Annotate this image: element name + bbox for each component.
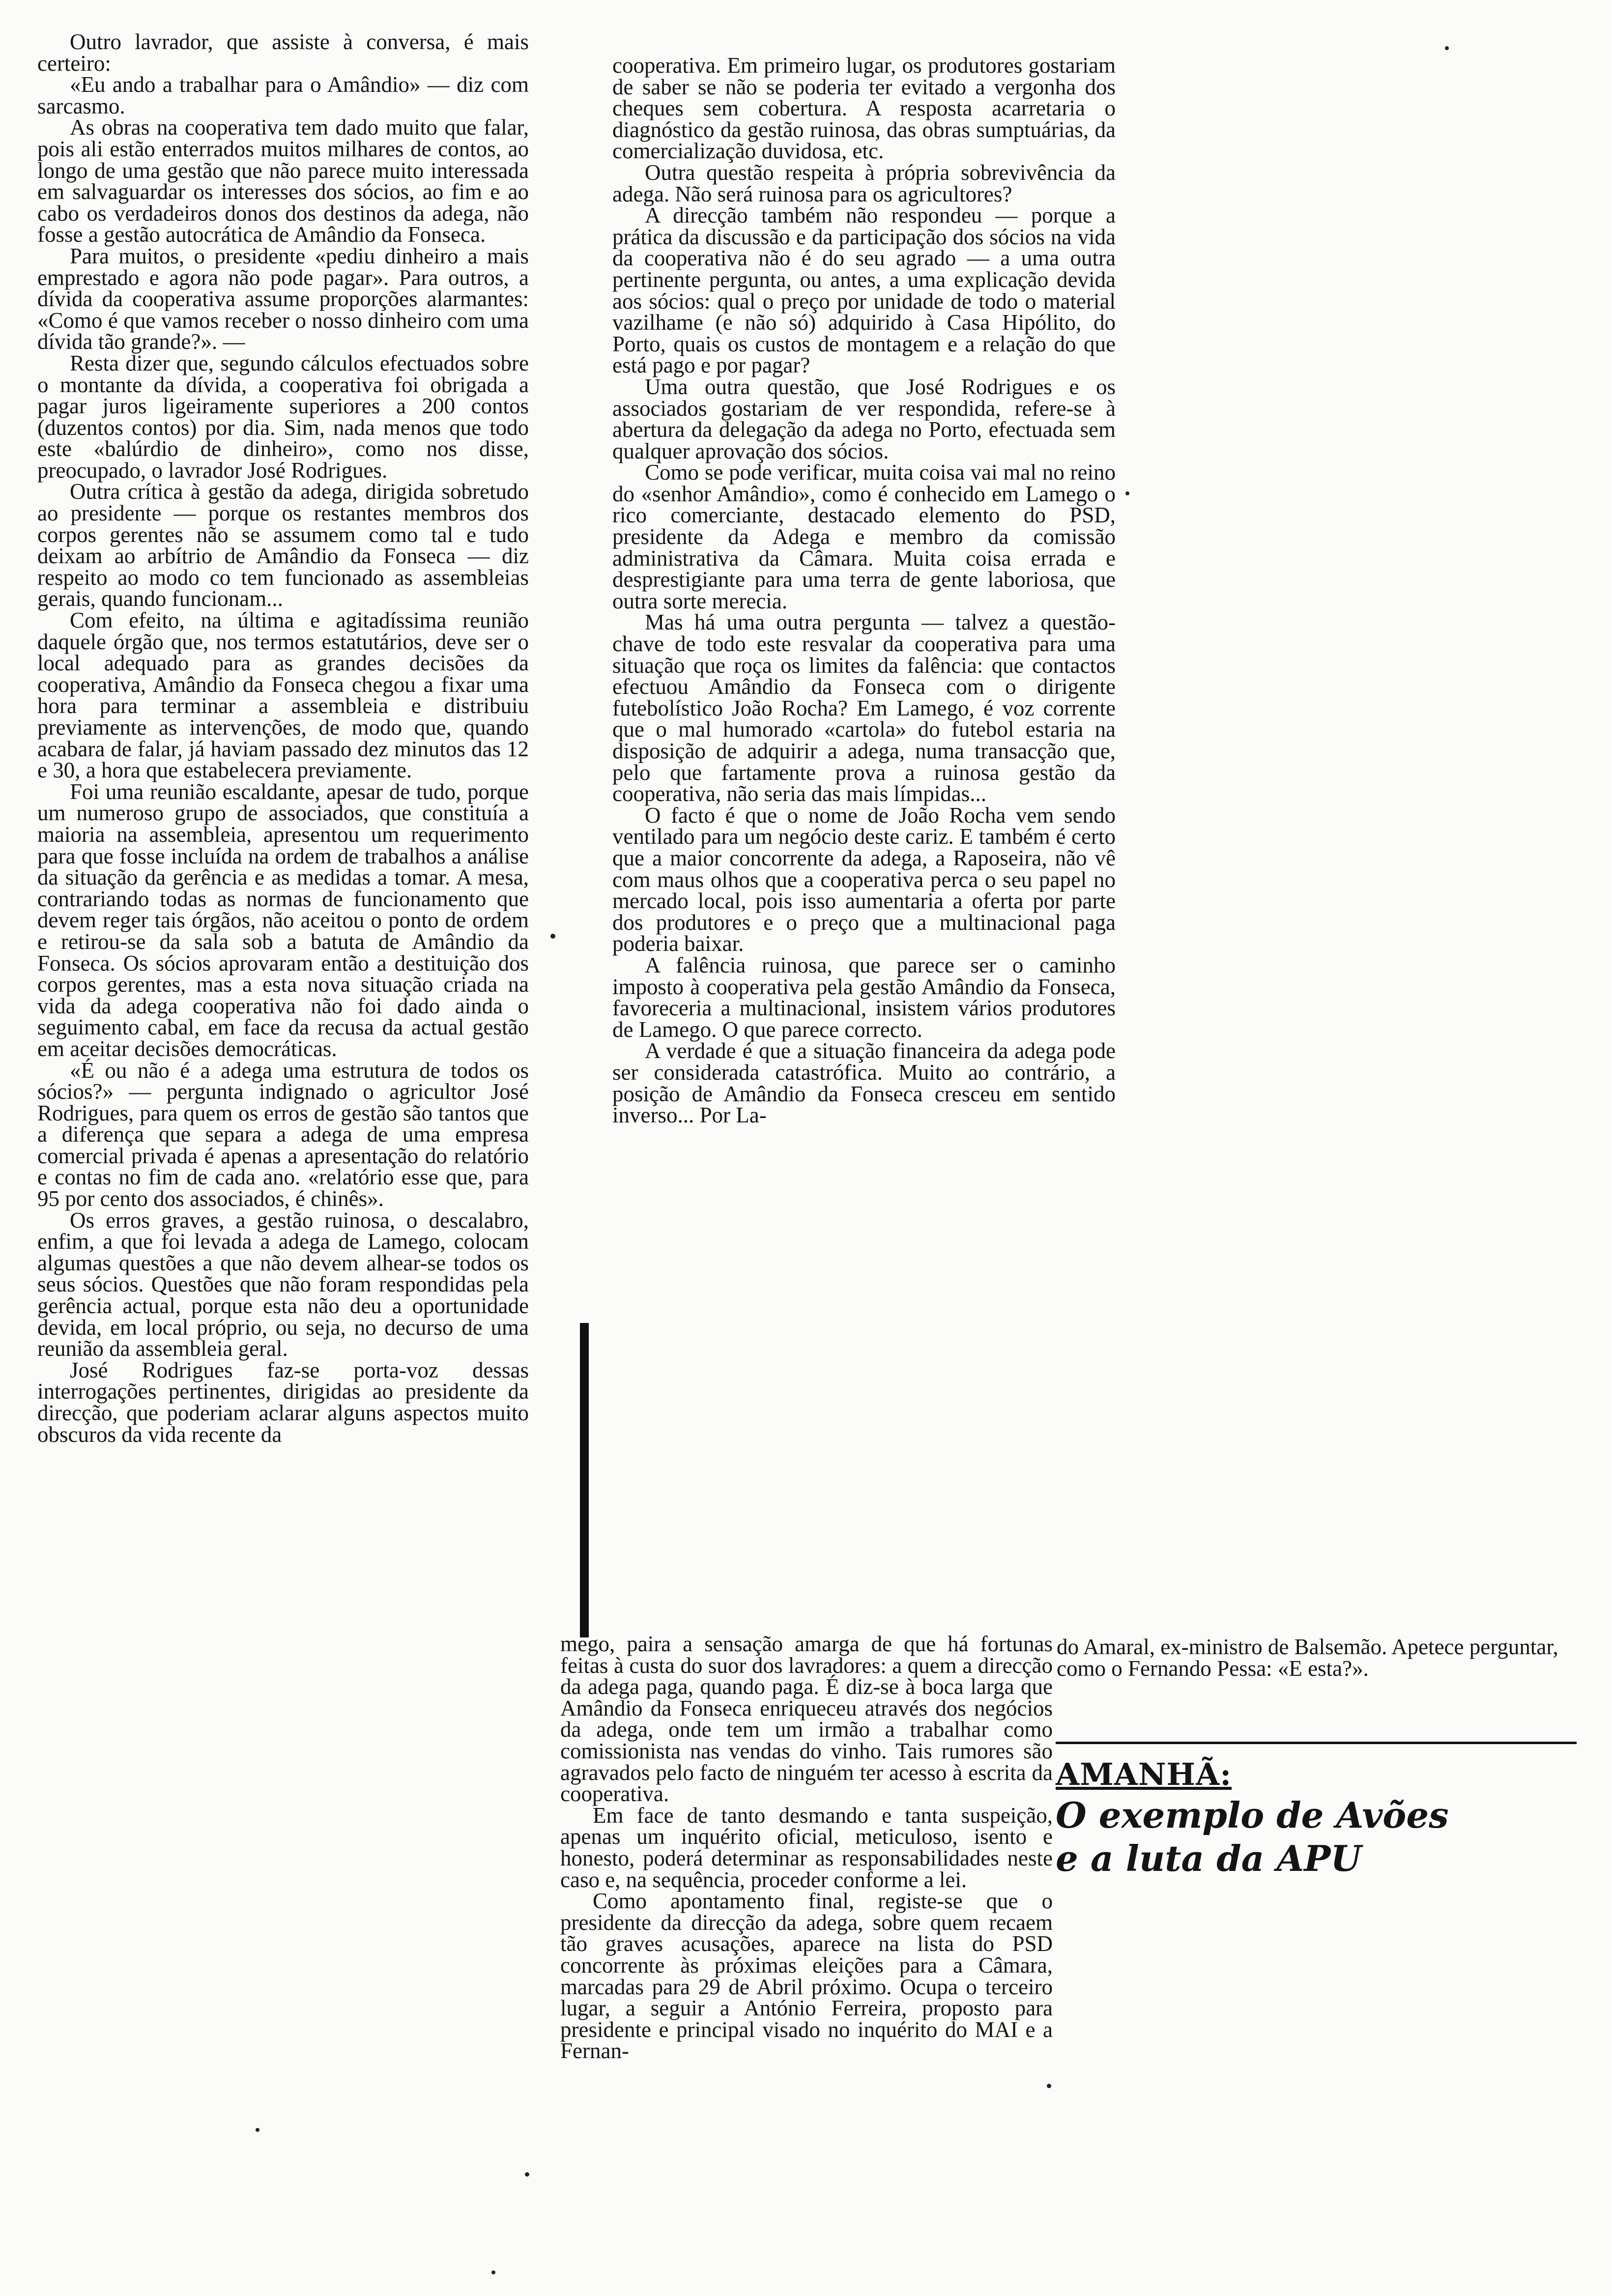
- section-rule: [1056, 1742, 1577, 1744]
- paragraph: A falência ruinosa, que parece ser o caminho imposto à cooperativa pela gestão Amândio da Fonseca, favoreceria a multinacional, insistem vários produtores de Lamego. O que parece correcto.: [612, 952, 1116, 1042]
- paragraph: «É ou não é a adega uma estrutura de todos os sócios?» — pergunta indignado o agricultor José Rodrigues, para quem os erros de gestão são tantos que a diferença que separa a adega de uma empresa comercial privada é apenas a apresentação do relatório e contas no fim de cada ano. «relatório esse que, para 95 por cento dos associados, é chinês».: [37, 1058, 529, 1211]
- article-column-1: [37, 31, 529, 1445]
- article-column-2: [612, 55, 1116, 1126]
- paragraph: As obras na cooperativa tem dado muito que falar, pois ali estão enterrados muitos milhares de contos, ao longo de uma gestão que não parece muito interessada em salvaguardar os interesses dos sócios, ao fim e ao cabo os verdadeiros donos dos destinos da adega, não fosse a gestão autocrática de Amândio da Fonseca.: [37, 115, 529, 247]
- article-column-2-continuation: [560, 1634, 1053, 2062]
- paragraph: «Eu ando a trabalhar para o Amândio» — diz com sarcasmo.: [37, 72, 529, 118]
- column-divider-bar: [580, 1323, 589, 1637]
- paragraph: Outra crítica à gestão da adega, dirigida sobretudo ao presidente — porque os restantes membros dos corpos gerentes não se assumem como tal e tudo deixam ao arbítrio de Amândio da Fonseca — diz respeito ao modo co tem funcionado as assembleias gerais, quando funcionam...: [37, 479, 529, 611]
- paragraph: cooperativa. Em primeiro lugar, os produtores gostariam de saber se não se poderia ter evitado a vergonha dos cheques sem cobertura. A resposta acarretaria o diagnóstico da gestão ruinosa, das obras sumptuárias, da comercialização duvidosa, etc.: [612, 53, 1116, 164]
- headline-line: e a luta da APU: [1056, 1837, 1362, 1879]
- paragraph: A direcção também não respondeu — porque a prática da discussão e da participação dos sócios na vida da cooperativa não é do seu agrado — a uma outra pertinente pergunta, ou antes, a uma explicação devida aos sócios: qual o preço por unidade de todo o material vazilhame (e não só) adquirido à Casa Hipólito, do Porto, quais os custos de montagem e a relação do que está pago e por pagar?: [612, 203, 1116, 378]
- next-edition-headline: [1056, 1794, 1596, 1880]
- paragraph: Com efeito, na última e agitadíssima reunião daquele órgão que, nos termos estatutários, deve ser o local adequado para as grandes decisões da cooperativa, Amândio da Fonseca chegou a fixar uma hora para terminar a assembleia e distribuiu previamente as intervenções, de modo que, quando acabara de falar, já haviam passado dez minutos das 12 e 30, a hora que estabelecera previamente.: [37, 608, 529, 783]
- print-speck: [1047, 2084, 1051, 2088]
- paragraph: mego, paira a sensação amarga de que há fortunas feitas à custa do suor dos lavradores: a quem a direcção da adega paga, quando paga. É diz-se à boca larga que Amândio da Fonseca enriqueceu através dos negócios da adega, onde tem um irmão a trabalhar como comissionista nas vendas do vinho. Tais rumores são agravados pelo facto de ninguém ter acesso à escrita da cooperativa.: [560, 1632, 1053, 1807]
- paragraph: Uma outra questão, que José Rodrigues e os associados gostariam de ver respondida, refere-se à abertura da delegação da adega no Porto, efectuada sem qualquer aprovação dos sócios.: [612, 374, 1116, 463]
- print-speck: [1125, 491, 1129, 495]
- paragraph: Outra questão respeita à própria sobrevivência da adega. Não será ruinosa para os agricultores?: [612, 160, 1116, 206]
- paragraph: Como apontamento final, registe-se que o presidente da direcção da adega, sobre quem recaem tão graves acusações, aparece na lista do PSD concorrente às próximas eleições para a Câmara, marcadas para 29 de Abril próximo. Ocupa o terceiro lugar, a seguir a António Ferreira, proposto para presidente e principal visado no inquérito do MAI e a Fernan-: [560, 1889, 1053, 2064]
- paragraph: Para muitos, o presidente «pediu dinheiro a mais emprestado e agora não pode pagar». Para outros, a dívida da cooperativa assume proporções alarmantes: «Como é que vamos receber o nosso dinheiro com uma dívida tão grande?». —: [37, 243, 529, 354]
- print-speck: [1445, 46, 1449, 50]
- print-speck: [525, 2172, 529, 2177]
- print-speck: [491, 2270, 495, 2274]
- paragraph: Resta dizer que, segundo cálculos efectuados sobre o montante da dívida, a cooperativa foi obrigada a pagar juros ligeiramente superiores a 200 contos (duzentos contos) por dia. Sim, nada menos que todo este «balúrdio de dinheiro», como nos disse, preocupado, o lavrador José Rodrigues.: [37, 350, 529, 483]
- paragraph: Outro lavrador, que assiste à conversa, é mais certeiro:: [37, 29, 529, 76]
- print-speck: [256, 2128, 259, 2132]
- next-edition-label: AMANHÃ:: [1056, 1756, 1232, 1792]
- headline-line: O exemplo de Avões: [1056, 1794, 1449, 1836]
- paragraph: Como se pode verificar, muita coisa vai mal no reino do «senhor Amândio», como é conhecido em Lamego o rico comerciante, destacado elemento do PSD, presidente da Adega e membro da comissão administrativa da Câmara. Muita coisa errada e desprestigiante para uma terra de gente laboriosa, que outra sorte merecia.: [612, 460, 1116, 613]
- article-column-3: [1057, 1636, 1587, 1679]
- paragraph: A verdade é que a situação financeira da adega pode ser considerada catastrófica. Muito ao contrário, a posição de Amândio da Fonseca cresceu em sentido inverso... Por La-: [612, 1038, 1116, 1128]
- paragraph: Foi uma reunião escaldante, apesar de tudo, porque um numeroso grupo de associados, que constituía a maioria na assembleia, apresentou um requerimento para que fosse incluída na ordem de trabalhos a análise da situação da gerência e as medidas a tomar. A mesa, contrariando todas as normas de funcionamento que devem reger tais órgãos, não aceitou o ponto de ordem e retirou-se da sala sob a batuta de Amândio da Fonseca. Os sócios aprovaram então a destituição dos corpos gerentes, mas a esta nova situação criada na vida da adega cooperativa não foi dado ainda o seguimento cabal, em face da recusa da actual gestão em aceitar decisões democráticas.: [37, 779, 529, 1061]
- paragraph: do Amaral, ex-ministro de Balsemão. Apetece perguntar, como o Fernando Pessa: «E esta?».: [1057, 1635, 1558, 1681]
- paragraph: Os erros graves, a gestão ruinosa, o descalabro, enfim, a que foi levada a adega de Lamego, colocam algumas questões a que não devem alhear-se todos os seus sócios. Questões que não foram respondidas pela gerência actual, porque esta não deu a oportunidade devida, em local próprio, ou seja, no decurso de uma reunião da assembleia geral.: [37, 1207, 529, 1361]
- paragraph: Mas há uma outra pergunta — talvez a questão-chave de todo este resvalar da cooperativa para uma situação que roça os limites da falência: que contactos efectuou Amândio da Fonseca com o dirigente futebolístico João Rocha? Em Lamego, é voz corrente que o mal humorado «cartola» do futebol estaria na disposição de adquirir a adega, numa transacção que, pelo que fartamente prova a ruinosa gestão da cooperativa, não seria das mais límpidas...: [612, 610, 1116, 806]
- paragraph: O facto é que o nome de João Rocha vem sendo ventilado para um negócio deste cariz. E também é certo que a maior concorrente da adega, a Raposeira, não vê com maus olhos que a cooperativa perca o seu papel no mercado local, pois isso aumentaria a oferta por parte dos produtores e o preço que a multinacional paga poderia baixar.: [612, 803, 1116, 956]
- paragraph: José Rodrigues faz-se porta-voz dessas interrogações pertinentes, dirigidas ao presidente da direcção, que poderiam aclarar alguns aspectos muito obscuros da vida recente da: [37, 1357, 529, 1447]
- print-speck: [550, 934, 555, 939]
- paragraph: Em face de tanto desmando e tanta suspeição, apenas um inquérito oficial, meticuloso, isento e honesto, poderá determinar as responsabilidades neste caso e, na sequência, proceder conforme a lei.: [560, 1803, 1053, 1892]
